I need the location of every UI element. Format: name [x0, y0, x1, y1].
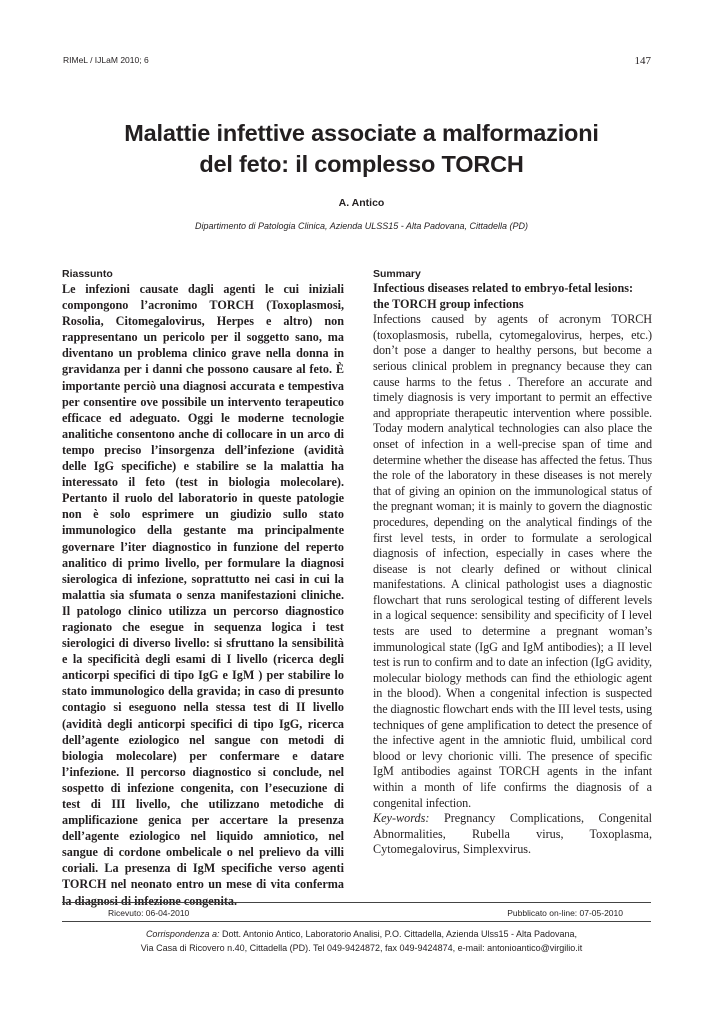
author-affiliation: Dipartimento di Patologia Clinica, Azienda ULSS15 - Alta Padovana, Cittadella (PD): [194, 221, 528, 231]
riassunto-heading: Riassunto: [62, 268, 113, 280]
keywords-list: Pregnancy Complications, Congenital Abnormalities, Rubella virus, Toxoplasma, Cytomegalovirus, Simplexvirus.: [373, 811, 653, 857]
dates-row: [108, 908, 623, 918]
correspondence: [62, 928, 661, 955]
keywords-label: Key-words:: [373, 811, 430, 826]
received-date: Ricevuto: 06-04-2010: [108, 908, 190, 918]
correspondence-address-1: Dott. Antonio Antico, Laboratorio Analisi, P.O. Cittadella, Azienda Ulss15 - Alta Padovana,: [222, 929, 578, 939]
page-number: 147: [634, 55, 651, 67]
summary-section: [373, 268, 652, 858]
author-name: A. Antico: [338, 197, 385, 209]
correspondence-address-2: Via Casa di Ricovero n.40, Cittadella (PD). Tel 049-9424872, fax 049-9424874, e-mail: antonioantico@virgilio.it: [140, 942, 583, 953]
summary-text: Infections caused by agents of acronym TORCH (toxoplasmosis, rubella, cytomegalovirus, herpes, etc.) don’t pose a danger to healthy persons, but become a serious clinical problem in pregnancy because they can cause harms to the fetus . Therefore an accurate and timely diagnosis is very important to permit an effective and appropriate therapeutic intervention where possible. Today modern analytical technologies can also place the onset of infection in a well-precise span of time and determine whether the disease has affected the fetus. Thus the role of the laboratory in these diseases is not merely that of giving an opinion on the immunological status of the pregnant woman; it is mainly to govern the diagnostic procedures, depending on the analytical findings of the first level tests, in order to formulate a serological diagnosis of infection, especially in cases where the disease is not clearly defined or without clinical manifestations. A clinical pathologist uses a diagnostic flowchart that runs serological testing of different levels in a logical sequence: sensibility and specificity of I level tests are used to determine a pregnant woman’s immunological state (IgG and IgM antibodies); a II level test is run to confirm and to date an infection (IgG avidity, molecular biology methods can find the ethiologic agent in the blood). When a congenital infection is suspected the diagnostic flowchart ends with the III level tests, using techniques of gene amplification to detect the presence of the infective agent in the amniotic fluid, umbilical cord blood or levy chorionic villi. The presence of specific IgM antibodies against TORCH agents in the infant within a month of life confirms the diagnosis of a congenital infection.: [373, 312, 652, 810]
summary-heading: Summary: [373, 268, 421, 280]
title-line-1: Malattie infettive associate a malformazioni: [124, 120, 599, 146]
riassunto-text: Le infezioni causate dagli agenti le cui iniziali compongono l’acronimo TORCH (Toxoplasmosi, Rosolia, Citomegalovirus, Herpes e altro) non rappresentano un pericolo per il soggetto sano, ma diventano un problema clinico grave nella donna in gravidanza per i danni che possono causare al feto. È importante perciò una diagnosi accurata e tempestiva per consentire ove possibile un intervento terapeutico efficace ed adeguato. Oggi le moderne tecnologie analitiche consentono anche di collocare in un arco di tempo preciso l’insorgenza dell’infezione (avidità delle IgG specifiche) e stabilire se la malattia ha interessato il feto (test in biologia molecolare). Pertanto il ruolo del laboratorio in queste patologie non è solo esprimere un giudizio sullo stato immunologico della gestante ma principalmente governare l’iter diagnostico in funzione del reperto analitico di primo livello, per formulare la diagnosi sierologica di infezione, soprattutto nei casi in cui la malattia sia sfumata o senza manifestazioni cliniche. Il patologo clinico utilizza un percorso diagnostico ragionato che esegue in sequenza logica i test sierologici di diverso livello: si sfruttano la sensibilità e la specificità degli esami di I livello (ricerca degli anticorpi specifici di tipo IgG e IgM ) per stabilire lo stato immunologico della gravida; in caso di presunto contagio si eseguono nella stessa test di II livello (avidità degli anticorpi specifici di tipo IgG, ricerca dell’agente eziologico nel sangue con metodi di biologia molecolare) per confermare e datare l’infezione. Il percorso diagnostico si conclude, nel sospetto di infezione congenita, con l’esecuzione di test di III livello, che utilizzano metodiche di amplificazione genica per accertare la presenza dell’agente eziologico nel liquido amniotico, nel sangue di cordone ombelicale o nel prelievo da villi coriali. La presenza di IgM specifiche verso agenti TORCH nel neonato entro un mese di vita conferma la diagnosi di infezione congenita.: [62, 282, 344, 908]
journal-citation: RIMeL / IJLaM 2010; 6: [63, 55, 149, 65]
article-title: [60, 118, 663, 180]
footer-rule-bottom: [62, 921, 651, 922]
riassunto-section: [62, 268, 344, 909]
keywords: [373, 811, 652, 858]
correspondence-line-1: [62, 928, 661, 942]
correspondence-label: Corrispondenza a:: [145, 929, 220, 939]
published-date: Pubblicato on-line: 07-05-2010: [507, 908, 623, 918]
title-line-2: del feto: il complesso TORCH: [199, 151, 524, 177]
summary-subtitle: Infectious diseases related to embryo-fetal lesions: the TORCH group infections: [373, 281, 634, 311]
footer-rule-top: [62, 902, 651, 903]
